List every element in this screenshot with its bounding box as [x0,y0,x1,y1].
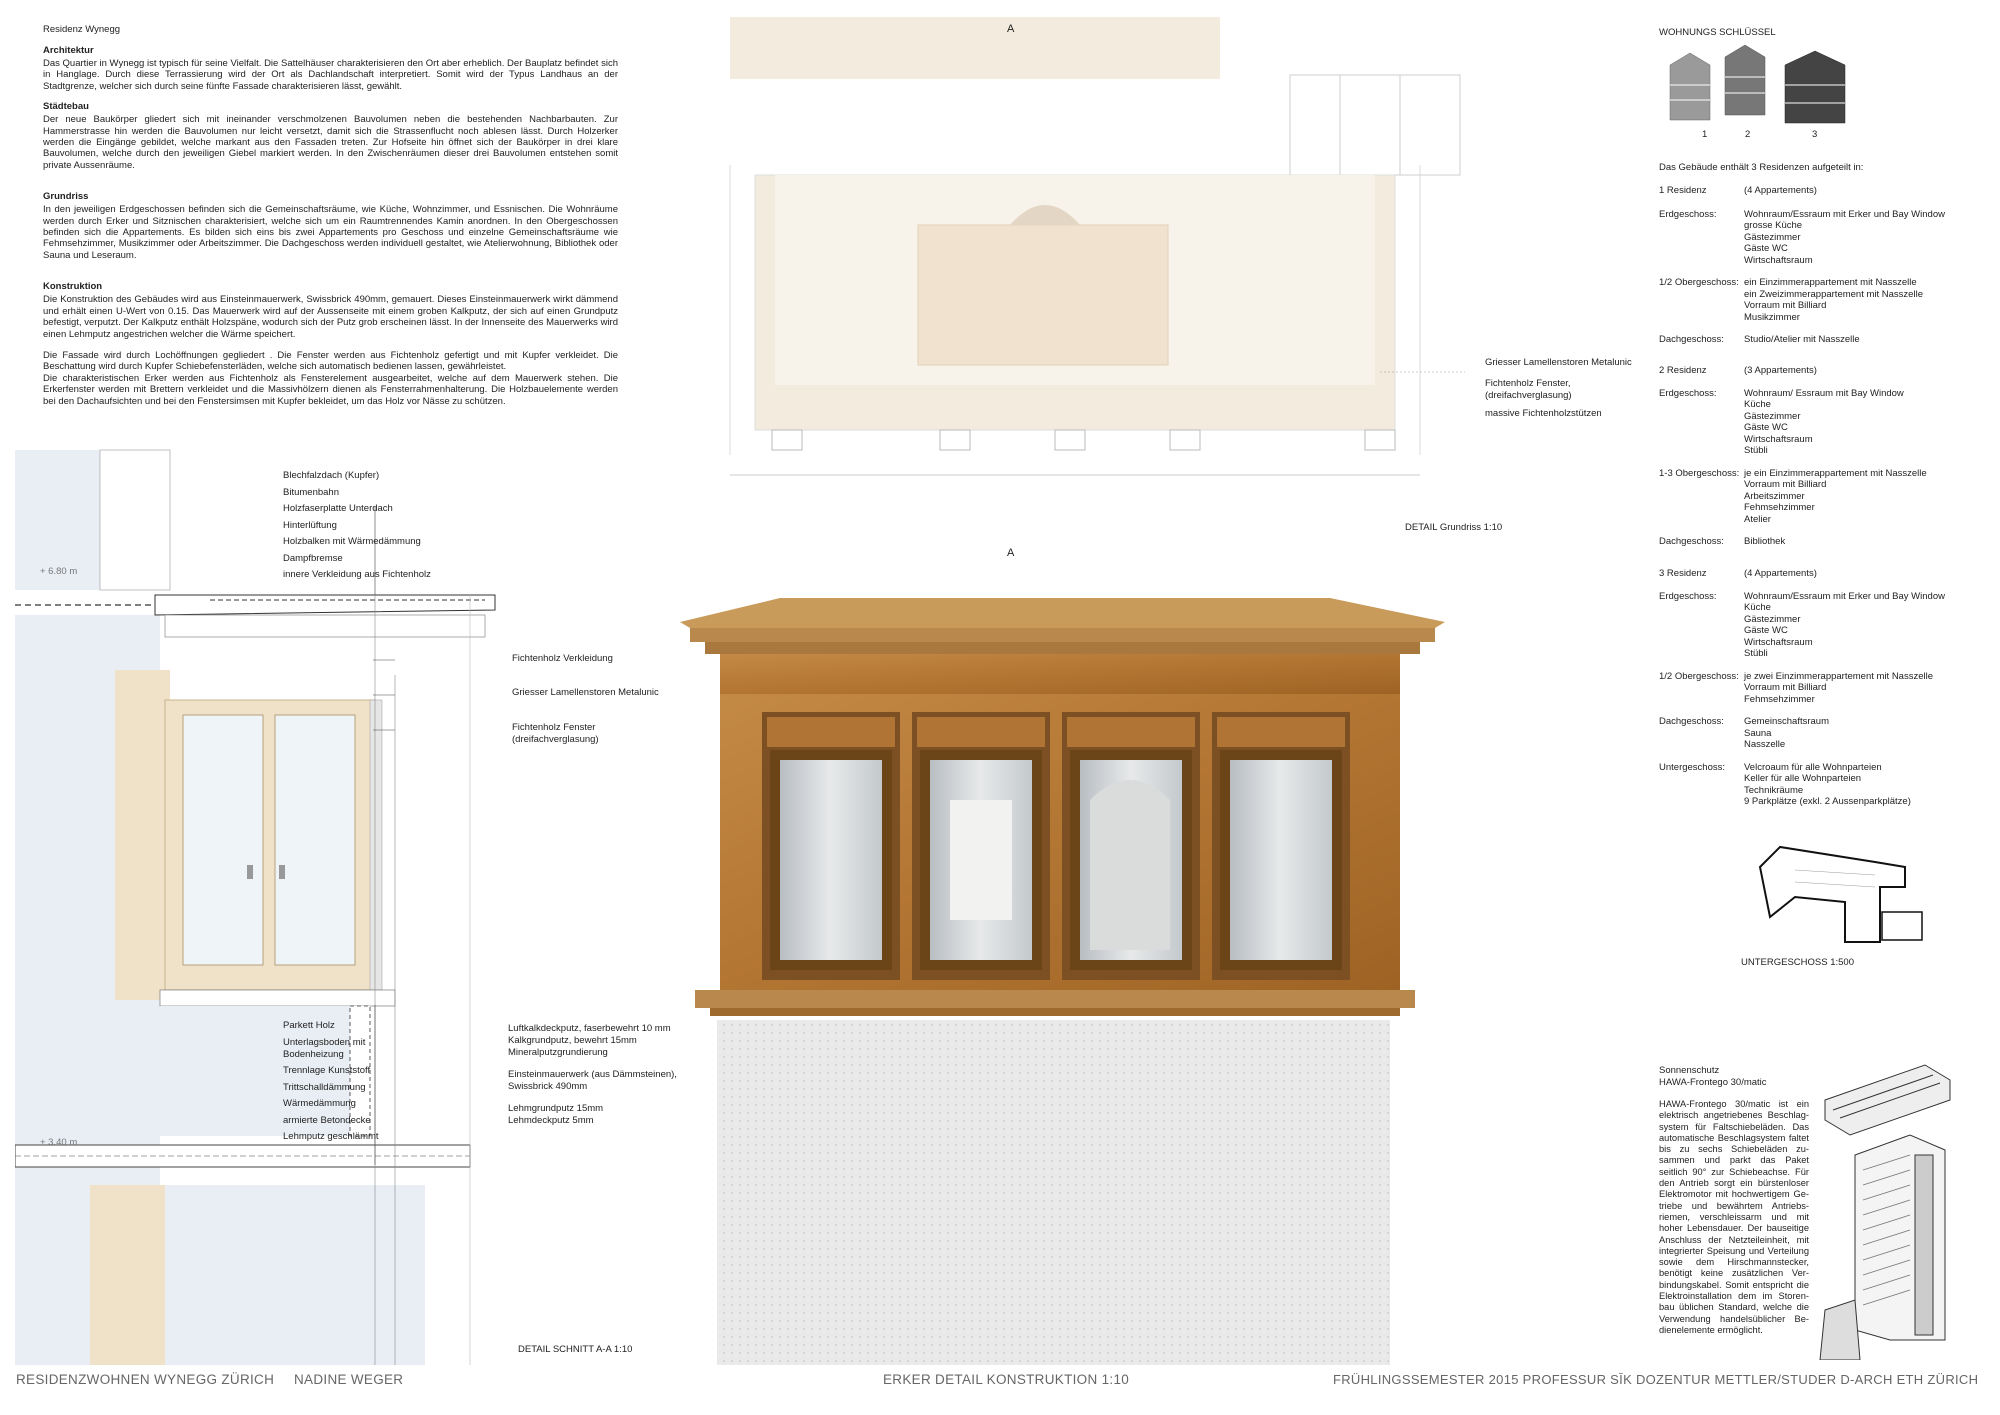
residence-count: (4 Appartements) [1744,568,1817,579]
heading-architektur: Architektur [43,45,94,56]
room: Gäste WC [1744,422,1788,433]
floor-label: Untergeschoss: [1659,761,1726,773]
wall-layer: Einsteinmauerwerk (aus Dämmsteinen), [508,1069,677,1080]
room: grosse Küche [1744,220,1803,231]
basement-plan [1755,842,1935,947]
residence-1 [1659,185,1979,346]
room: Wirtschaftsraum [1744,254,1813,266]
floor-layers-list [283,1020,379,1143]
floor-label: Dachgeschoss: [1659,716,1724,727]
erker-elevation [650,590,1460,1370]
roof-layer: Blechfalzdach (Kupfer) [283,470,380,481]
plan-drawing [720,15,1480,485]
room: Bibliothek [1744,536,1786,547]
body-architektur: Das Quartier in Wynegg ist typisch für seine Vielfalt. Die Sattelhäuser charakterisieren den Ort aber erheblich. Der Bauplatz befindet sich in Hanglage. Durch diese Terrassierung wird der Ort als Dachlandschaft interpretiert. Somit wird der Typus Landhaus an der Stadtgrenze, welcher sich durch seine fünfte Fassade charakterisieren lässt, gewählt. [43,58,618,92]
hawa-frontego-illustration [1815,1060,1985,1360]
section-drawing [15,445,725,1365]
room: Stübli [1744,648,1768,659]
key-number: 3 [1812,129,1818,140]
room: Keller für alle Wohnparteien [1744,773,1862,784]
section-caption: DETAIL SCHNITT A-A 1:10 [518,1344,633,1355]
room: Küche [1744,399,1771,410]
body-staedtebau: Der neue Baukörper gliedert sich mit ineinander verschmolzenen Bauvolumen neben die bestehenden Nachbarbauten. Zur Hammerstrasse hin werden die Bauvolumen nur leicht versetzt, damit sich die Strassenflucht noch ablesen lässt. Durch Holzerker werden die Eingänge gebildet, welche markant aus den Fassaden treten. Zur Hofseite hin öffnet sich der Baukörper in drei klare Bauvolumen, welche durch den jeweiligen Giebel markiert werden. In den Zwischenräumen dieser drei Bauvolumen entstehen somit private Aussenräume. [43,114,618,171]
room: Gästezimmer [1744,231,1801,243]
footer-sheet-title: ERKER DETAIL KONSTRUKTION 1:10 [883,1372,1130,1387]
wall-layer: Lehmdeckputz 5mm [508,1115,594,1126]
roof-layer: innere Verkleidung aus Fichtenholz [283,569,431,580]
basement-caption: UNTERGESCHOSS 1:500 [1741,957,1854,968]
room: Velcroaum für alle Wohnparteien [1744,761,1882,773]
key-title: WOHNUNGS SCHLÜSSEL [1659,27,1776,38]
room: 9 Parkplätze (exkl. 2 Aussenparkplätze) [1744,796,1911,807]
sun-body: HAWA-Frontego 30/matic ist ein elektrisch angetriebenes Beschlag-system für Faltschiebeläden. Das automatische Beschlagsystem faltet bis zu sechs Schiebeläden zu-sammen und parkt das Paket seitlich 90° zur Schiebeachse. Für den Antrieb sorgt ein bürstenloser Elektromotor mit hochwertigem Ge-triebe und bewährtem Antriebs-riemen, verschleissarm und mit hoher Lebensdauer. Der bauseitige Anschluss der Netzteileinheit, mit integrierter Speisung und Verteilung sowie dem Hirschmannstecker, benötigt keine zusätzlichen Ver-bindungskabel. Somit entspricht die Elektroinstallation dem im Storen-bau üblichen Standard, welche die Verwendung handelsüblicher Be-dienelemente ermöglicht. [1659,1099,1809,1335]
body-konstruktion: Die Konstruktion des Gebäudes wird aus Einsteinmauerwerk, Swissbrick 490mm, gemauert. Dieses Einsteinmauerwerk wirkt dämmend und erhält einen U-Wert von 0.15. Das Mauerwerk wird auf der Aussenseite mit einem groben Kalkputz, der sich auf einen Grundputz befestigt, verputzt. Der Kalkputz enthält Holzspäne, wodurch sich der Putz grob erscheinen lässt. In der Innenseite des Mauerwerks wird einen Lehmputz angestrichen welcher die Wärme speichert. [43,294,618,340]
key-number: 2 [1745,129,1751,140]
key-massing-icons [1665,45,1865,135]
floor-layer: Wärmedämmung [283,1098,356,1109]
room: Fehmsehzimmer [1744,502,1815,513]
room: Arbeitszimmer [1744,490,1805,502]
room: je zwei Einzimmerappartement mit Nasszelle [1744,670,1934,682]
residence-count: (4 Appartements) [1744,185,1817,196]
floor-layer: Bodenheizung [283,1048,344,1060]
key-intro: Das Gebäude enthält 3 Residenzen aufgeteilt in: [1659,162,1864,173]
residence-name: 1 Residenz [1659,185,1707,196]
plan-label: (dreifachverglasung) [1485,390,1572,401]
room: Wohnraum/Essraum mit Erker und Bay Window [1744,208,1945,220]
plan-label: Fichtenholz Fenster, [1485,378,1571,389]
text-column [43,24,618,407]
body-konstruktion-3: Die charakteristischen Erker werden aus Fichtenholz als Fensterelement ausgearbeitet, welche auf dem Mauerwerk stehen. Die Erkerfenster werden mit Brettern verkleidet und die Massivhölzern dienen als Fensterrahmenhalterung. Die Holzbauelemente werden bei den Dachaufsichten und bei den Fenstersimsen mit Kupfer bekleidet, um das Holz vor Nässe zu schützen. [43,372,618,407]
heading-grundriss: Grundriss [43,191,89,203]
roof-layer: Dampfbremse [283,552,343,564]
room: Gemeinschaftsraum [1744,716,1830,727]
wall-label: Griesser Lamellenstoren Metalunic [512,687,659,698]
residence-count: (3 Appartements) [1744,365,1817,376]
wall-label: (dreifachverglasung) [512,734,599,745]
room: Technikräume [1744,784,1804,796]
heading-staedtebau: Städtebau [43,101,89,113]
roof-layers-list [283,470,431,581]
floor-layer: Unterlagsboden mit [283,1036,366,1048]
room: ein Zweizimmerappartement mit Nasszelle [1744,288,1923,300]
wall-label: Fichtenholz Verkleidung [512,653,613,664]
doc-title: Residenz Wynegg [43,24,121,35]
floor-layer: Trittschalldämmung [283,1081,366,1093]
room: Vorraum mit Billiard [1744,300,1827,311]
residence-2 [1659,365,1979,548]
wall-layer: Swissbrick 490mm [508,1081,588,1092]
roof-layer: Bitumenbahn [283,486,339,498]
sun-protection [1659,1065,1809,1336]
floor-label: Dachgeschoss: [1659,536,1724,547]
plan-label: Griesser Lamellenstoren Metalunic [1485,357,1632,368]
residence-name: 2 Residenz [1659,365,1707,376]
room: je ein Einzimmerappartement mit Nasszelle [1744,467,1927,479]
room: ein Einzimmerappartement mit Nasszelle [1744,277,1917,288]
roof-layer: Holzbalken mit Wärmedämmung [283,536,421,547]
sun-title: Sonnenschutz [1659,1065,1720,1076]
footer-author: NADINE WEGER [294,1372,404,1387]
room: Vorraum mit Billiard [1744,682,1827,693]
floor-layer: armierte Betondecke [283,1114,371,1126]
floor-label: Erdgeschoss: [1659,208,1717,220]
level-upper: + 6.80 m [40,566,78,577]
room: Wohnraum/Essraum mit Erker und Bay Window [1744,590,1945,602]
room: Stübli [1744,445,1768,456]
room: Gästezimmer [1744,410,1801,422]
footer-course: FRÜHLINGSSEMESTER 2015 PROFESSUR SĪK DOZENTUR METTLER/STUDER D-ARCH ETH ZÜRICH [1333,1372,1979,1387]
roof-layer: Hinterlüftung [283,519,337,531]
sun-subtitle: HAWA-Frontego 30/matic [1659,1076,1767,1088]
room: Fehmsehzimmer [1744,693,1815,705]
level-lower: + 3.40 m [40,1137,78,1148]
roof-layer: Holzfaserplatte Unterdach [283,503,393,514]
room: Vorraum mit Billiard [1744,479,1827,490]
floor-label: Dachgeschoss: [1659,334,1724,345]
floor-layer: Lehmputz geschlämmt [283,1131,379,1142]
floor-label: 1/2 Obergeschoss: [1659,670,1739,682]
heading-konstruktion: Konstruktion [43,281,103,293]
floor-layer: Trennlage Kunststoff [283,1065,371,1076]
floor-label: Erdgeschoss: [1659,590,1717,602]
body-konstruktion-2: Die Fassade wird durch Lochöffnungen gegliedert . Die Fenster werden aus Fichtenholz gefertigt und mit Kupfer verkleidet. Die Beschattung wird durch Kupfer Schiebefensterläden, welche sich automatisch bedienen lassen, gewährleistet. [43,349,618,373]
wall-layer: Lehmgrundputz 15mm [508,1103,604,1114]
wall-layer: Luftkalkdeckputz, faserbewehrt 10 mm [508,1023,671,1034]
room: Nasszelle [1744,739,1786,750]
room: Sauna [1744,727,1772,739]
wall-layer: Mineralputzgrundierung [508,1047,608,1058]
floor-label: Erdgeschoss: [1659,387,1717,399]
plan-caption: DETAIL Grundriss 1:10 [1405,522,1503,533]
room: Wirtschaftsraum [1744,636,1813,648]
key-number: 1 [1702,129,1708,140]
body-grundriss: In den jeweiligen Erdgeschossen befinden sich die Gemeinschaftsräume, wie Küche, Wohnzimmer, und Essnischen. Die Wohnräume werden durch Erker und Sitznischen charakterisiert, welche sich um ein Raumtrennendes Kamin anordnen. In den Obergeschossen befinden sich die Appartements. Es bilden sich eins bis zwei Appartements pro Geschoss und einzelne Gemeinschaftsräume wie Fehmsehzimmer, Musikzimmer oder Arbeitszimmer. Die Dachgeschoss werden individuell gestaltet, wie Atelierwohnung, Bibliothek oder Sauna und Leseraum. [43,204,618,261]
residence-3 [1659,568,1979,808]
footer-project: RESIDENZWOHNEN WYNEGG ZÜRICH [16,1372,275,1387]
room: Wohnraum/ Essraum mit Bay Window [1744,387,1904,399]
room: Küche [1744,602,1771,613]
plan-label: massive Fichtenholzstützen [1485,408,1602,419]
residence-name: 3 Residenz [1659,568,1707,579]
wall-label: Fichtenholz Fenster [512,722,596,733]
room: Wirtschaftsraum [1744,433,1813,445]
plan-labels [1485,357,1632,420]
room: Gäste WC [1744,625,1788,636]
floor-layer: Parkett Holz [283,1020,335,1031]
section-mark-top: A [1007,23,1015,35]
room: Atelier [1744,513,1771,525]
section-mark-bottom: A [1007,547,1015,559]
room: Musikzimmer [1744,311,1800,323]
floor-label: 1-3 Obergeschoss: [1659,467,1740,479]
room: Gäste WC [1744,243,1788,254]
floor-label: 1/2 Obergeschoss: [1659,277,1739,288]
room: Studio/Atelier mit Nasszelle [1744,334,1860,345]
wall-layer: Kalkgrundputz, bewehrt 15mm [508,1035,637,1046]
room: Gästezimmer [1744,613,1801,625]
